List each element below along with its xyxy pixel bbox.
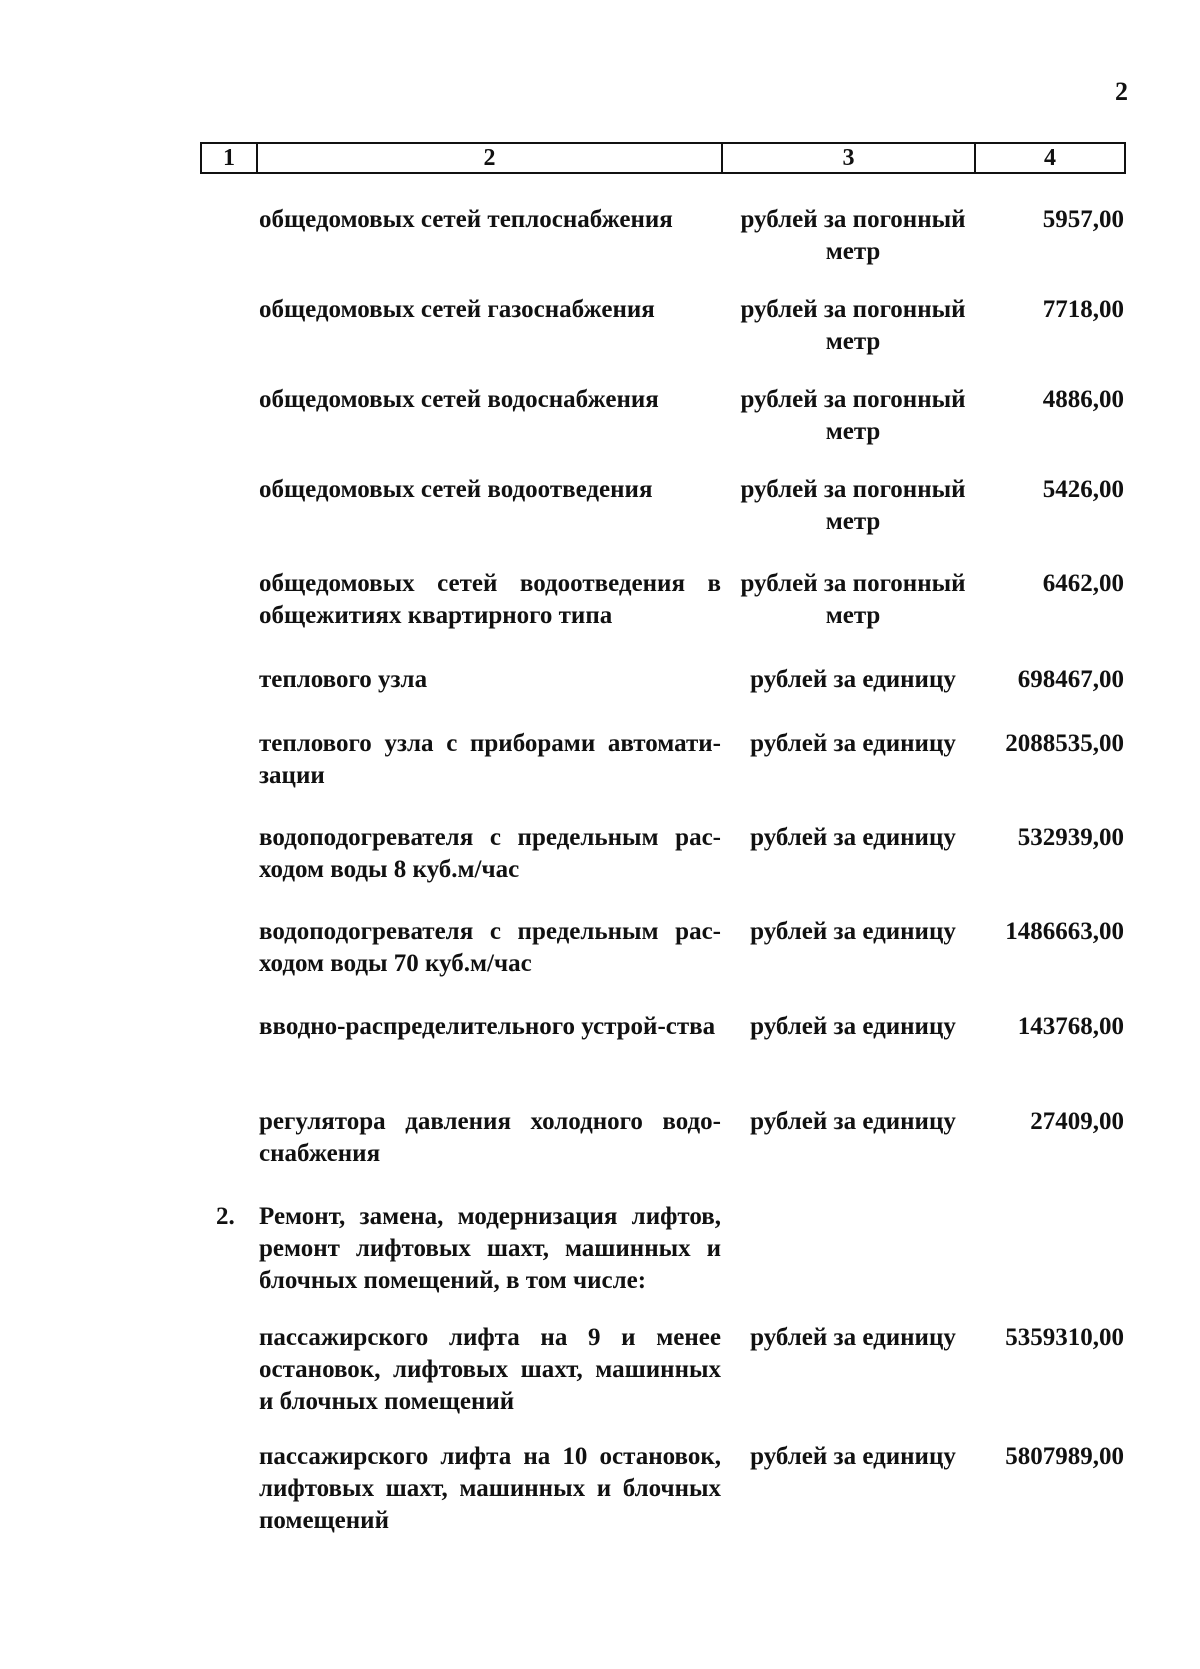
row-unit: рублей за единицу bbox=[750, 918, 956, 945]
row-unit: рублей за единицу bbox=[750, 666, 956, 693]
column-header-4: 4 bbox=[1044, 145, 1056, 171]
column-header-2: 2 bbox=[258, 144, 723, 172]
row-description: вводно-распределительного устрой-ства bbox=[259, 1013, 716, 1040]
row-unit: рублей за единицу bbox=[750, 1013, 956, 1040]
row-description: пассажирского лифта на 9 и менее остановок, лифтовых шахт, машинных и блочных помещений bbox=[259, 1324, 721, 1415]
row-value: 1486663,00 bbox=[1005, 918, 1124, 945]
row-description: общедомовых сетей водоотведения в общежитиях квартирного типа bbox=[259, 570, 721, 629]
row-description: регулятора давления холодного водо-снабжения bbox=[259, 1108, 721, 1167]
row-unit: рублей за единицу bbox=[750, 730, 956, 757]
row-description: теплового узла с приборами автомати-зации bbox=[259, 730, 721, 789]
row-unit: рублей за единицу bbox=[750, 1324, 956, 1351]
section-title: Ремонт, замена, модернизация лифтов, ремонт лифтовых шахт, машинных и блочных помещений, в том числе: bbox=[259, 1203, 721, 1294]
row-value: 2088535,00 bbox=[1005, 730, 1124, 757]
row-value: 532939,00 bbox=[1017, 824, 1124, 851]
page-number: 2 bbox=[1115, 77, 1128, 106]
row-unit: рублей за единицу bbox=[750, 1108, 956, 1135]
row-description: общедомовых сетей водоснабжения bbox=[259, 386, 659, 413]
row-unit: рублей за единицу bbox=[750, 1443, 956, 1470]
column-header-table bbox=[200, 142, 1126, 174]
row-description: общедомовых сетей водоотведения bbox=[259, 476, 653, 503]
row-value: 5957,00 bbox=[1042, 206, 1124, 233]
row-unit: рублей за погонный метр bbox=[740, 296, 966, 355]
row-value: 5359310,00 bbox=[1005, 1324, 1124, 1351]
row-value: 5807989,00 bbox=[1005, 1443, 1124, 1470]
row-unit: рублей за единицу bbox=[750, 824, 956, 851]
row-value: 6462,00 bbox=[1042, 570, 1124, 597]
row-unit: рублей за погонный метр bbox=[740, 206, 966, 265]
row-description: пассажирского лифта на 10 остановок, лифтовых шахт, машинных и блочных помещений bbox=[259, 1443, 721, 1534]
row-unit: рублей за погонный метр bbox=[740, 476, 966, 535]
column-header-3: 3 bbox=[723, 144, 976, 172]
section-number: 2. bbox=[216, 1203, 235, 1230]
row-value: 698467,00 bbox=[1017, 666, 1124, 693]
row-unit: рублей за погонный метр bbox=[740, 386, 966, 445]
column-header-1: 1 bbox=[202, 144, 258, 172]
row-description: водоподогревателя с предельным рас-ходом воды 70 куб.м/час bbox=[259, 918, 721, 977]
row-value: 5426,00 bbox=[1042, 476, 1124, 503]
row-value: 27409,00 bbox=[1030, 1108, 1124, 1135]
row-description: общедомовых сетей газоснабжения bbox=[259, 296, 655, 323]
row-description: общедомовых сетей теплоснабжения bbox=[259, 206, 673, 233]
row-description: водоподогревателя с предельным рас-ходом воды 8 куб.м/час bbox=[259, 824, 721, 883]
row-value: 4886,00 bbox=[1042, 386, 1124, 413]
row-value: 143768,00 bbox=[1017, 1013, 1124, 1040]
row-description: теплового узла bbox=[259, 666, 428, 693]
row-unit: рублей за погонный метр bbox=[740, 570, 966, 629]
row-value: 7718,00 bbox=[1042, 296, 1124, 323]
